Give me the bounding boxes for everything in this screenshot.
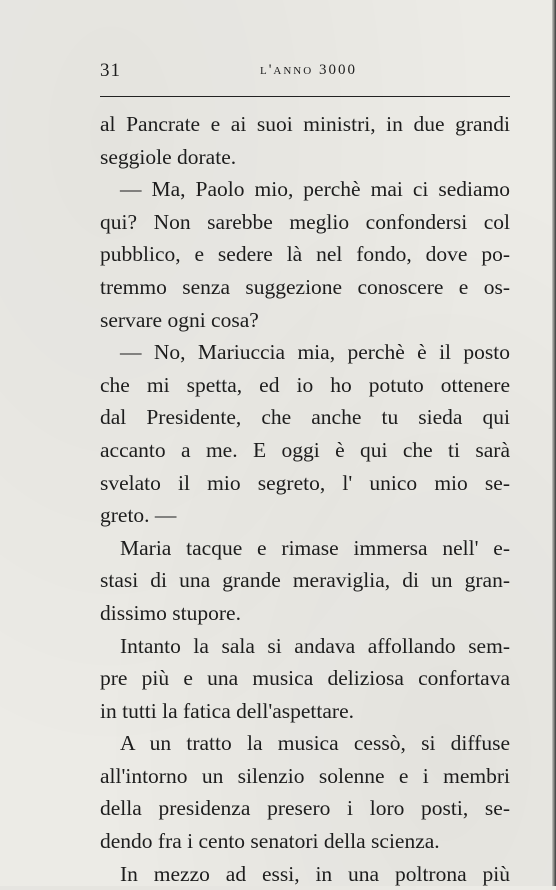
text-line: in tutti la fatica dell'aspettare. (100, 698, 355, 723)
text-line: greto. — (100, 503, 177, 528)
text-line: della presidenza presero i loro posti, se- (100, 796, 510, 821)
page-number: 31 (100, 60, 121, 81)
text-line: dissimo stupore. (100, 600, 241, 625)
text-line: qui? Non sarebbe meglio confondersi col (100, 209, 510, 234)
text-line: al Pancrate e ai suoi ministri, in due grandi (100, 112, 510, 136)
text-line: svelato il mio segreto, l' unico mio se- (100, 470, 510, 495)
running-title: l'anno 3000 (260, 62, 357, 78)
text-line: In mezzo ad essi, in una poltrona più (120, 861, 510, 886)
text-line: A un tratto la musica cessò, si diffuse (120, 731, 510, 756)
text-line: pubblico, e sedere là nel fondo, dove po- (100, 242, 510, 267)
text-line: — No, Mariuccia mia, perchè è il posto (120, 340, 510, 365)
text-line: Intanto la sala si andava affollando sem- (120, 633, 510, 658)
page-header (100, 60, 510, 86)
text-line: Maria tacque e rimase immersa nell' e- (120, 535, 510, 560)
text-line: dal Presidente, che anche tu sieda qui (100, 405, 510, 430)
text-line: pre più e una musica deliziosa confortava (100, 666, 510, 691)
text-line: stasi di una grande meraviglia, di un gran- (100, 568, 510, 593)
text-line: seggiole dorate. (100, 144, 237, 169)
header-divider (100, 96, 510, 97)
page-edge-shadow (552, 0, 556, 886)
body-text (100, 108, 510, 890)
text-line: che mi spetta, ed io ho potuto ottenere (100, 372, 510, 397)
text-line: all'intorno un silenzio solenne e i membri (100, 763, 510, 788)
text-line: tremmo senza suggezione conoscere e os- (100, 274, 510, 299)
text-line: servare ogni cosa? (100, 307, 259, 332)
text-line: — Ma, Paolo mio, perchè mai ci sediamo (120, 177, 510, 202)
text-line: dendo fra i cento senatori della scienza. (100, 829, 440, 854)
text-line: accanto a me. E oggi è qui che ti sarà (100, 437, 510, 462)
